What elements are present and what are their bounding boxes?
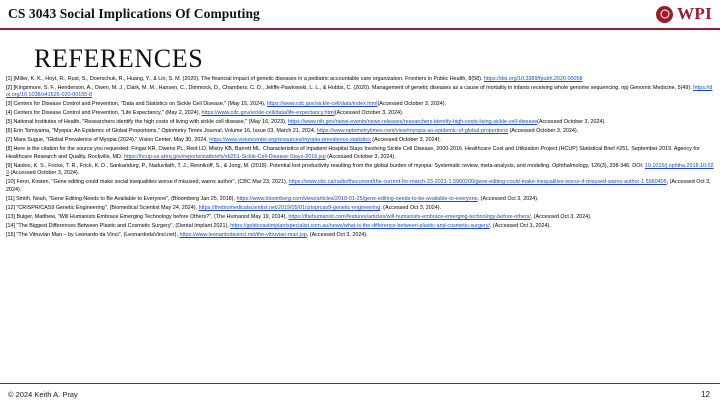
reference-text: [8] Here is the citation for the source you requested: Fingar KR, Owens PL, Reid LD, Mistry KB, Barrett ML. Characteristics of Inpatient Hospital Stays Involving Sickle Cell Disease, 2000-2016. Healthcare Cost and Utilization Project (HCUP) Statistical Brief #251. September 2019. Agency for Healthcare Research and Quality, Rockville, MD. xyxy=(6,146,700,160)
reference-link[interactable]: https://thehumanist.com/features/articles/will-humanists-embrace-emerging-technology-before-others/ xyxy=(288,213,531,220)
reference-text: [14] "The Biggest Differences Between Plastic and Cosmetic Surgery", (Dental Implant 2021), xyxy=(6,222,231,229)
reference-link[interactable]: https://www.cdc.gov/sickle-cell/data/index.html xyxy=(266,101,378,108)
wpi-seal-icon xyxy=(656,6,673,23)
reference-accessed-text: (Accessed October 3, 2024). xyxy=(9,170,80,177)
page-number: 12 xyxy=(701,390,710,399)
reference-accessed-text: (Accessed October 3, 2024). xyxy=(370,137,441,144)
reference-accessed-text: (Accessed October 3, 2024). xyxy=(334,110,404,117)
reference-text: [10] Fenn, Kirsten, "Gene editing could make social inequalities worse if misused, warns author", (CBC Mar 23, 2021), xyxy=(6,179,289,186)
reference-link[interactable]: https://goldcoastimplantspecialist.com.au/news/what-is-the-difference-between-plastic-and-cosmetic-surgery/ xyxy=(230,222,490,229)
page-title: REFERENCES xyxy=(34,44,204,73)
reference-text: [2] [Kingsmore, S. F., Henderson, A., Owen, M. J., Clark, M. M., Hansen, C., Dimmock, D., Chambers, C. D., Jeliffe-Pawlowski, L. L., & Hobbs, C. (2020). Management of genetic diseases as a cause of mortality in infants receiving whole genome sequencing. npj Genomic Medicine, 5(49). xyxy=(6,85,694,91)
reference-entry xyxy=(6,76,714,83)
wpi-logo-text: WPI xyxy=(677,4,712,23)
reference-link[interactable]: https://doi.org/10.3389/fpubh.2020.00058 xyxy=(483,76,583,82)
reference-link[interactable]: 10.1016/j.ophtha.2018.10.029 xyxy=(6,162,714,177)
reference-text: [6] Erin Tomiyama, "Myopia: An Epidemic of Global Proportions," Optometry Times Journal, Volume 16, Issue 03, March 21, 2024, xyxy=(6,128,317,135)
reference-text: [12] "CRISPR/CAS9 Genetic Engineering", (Biomedical Scientist May 24, 2024), xyxy=(6,204,199,211)
reference-link[interactable]: https://www.cbc.ca/radio/thecurrent/the-current-for-march-23-2021-1.5960200/gene-editing-could-make-inequalities-worse-if-misused-warns-author-1.5960405 xyxy=(288,179,667,186)
reference-link[interactable]: https://hcup-us.ahrq.gov/reports/statbriefs/sb251-Sickle-Cell-Disease-Stays-2016.jsp xyxy=(123,153,326,160)
reference-text: [13] Bulger, Matthew, "Will Humanists Embrace Emerging Technology before Others?", (The Humanist May 19, 2014), xyxy=(6,213,289,220)
reference-entry xyxy=(6,196,714,203)
reference-accessed-text: , (Accessed Oct 3, 2024). xyxy=(489,222,551,229)
reference-accessed-text: , (Accessed Oct 3, 2024). xyxy=(306,231,368,238)
reference-link[interactable]: https://doi.org/10.1038/s41525-020-00155-8 xyxy=(6,85,713,99)
reference-text: [15] "The Vitruvian Man – by Leonardo da Vinci", (LeonardodaVinci.net), xyxy=(6,231,180,238)
reference-text: [3] Centers for Disease Control and Prevention, "Data and Statistics on Sickle Cell Disease," (May 15, 2024), xyxy=(6,101,267,108)
slide-footer xyxy=(0,383,720,405)
reference-link[interactable]: https://www.optometrytimes.com/view/myopia-an-epidemic-of-global-proportions xyxy=(316,128,508,135)
reference-accessed-text: (Accessed October 3, 2024). xyxy=(508,128,579,135)
reference-accessed-text: , (Accessed Oct 3, 2024). xyxy=(380,204,442,211)
reference-accessed-text: (Accessed October 3, 2024). xyxy=(377,101,447,108)
reference-entry xyxy=(6,85,714,100)
reference-accessed-text: (Accessed October 3, 2024). xyxy=(325,153,396,160)
reference-link[interactable]: https://www.cdc.gov/sickle-cell/data/life-expectancy.html xyxy=(201,110,335,117)
reference-accessed-text: (Accessed October 3, 2024). xyxy=(537,119,606,126)
reference-link[interactable]: https://thebiomedicalscientist.net/2019/05/01/crisprcas9-genetic-engineering xyxy=(198,204,381,211)
reference-entry xyxy=(6,119,714,126)
reference-entry xyxy=(6,163,714,178)
course-title: CS 3043 Social Implications Of Computing xyxy=(8,6,260,21)
reference-text: [9] Naidoo, K. S., Fricke, T. R., Frick, K. D., Sankaridurg, P., Naduvilath, T. J., Resnikoff, S., & Jong, M. (2018). Potential lost productivity resulting from the global burden of myopia: Systematic review, meta-analysis, and modeling. Ophthalmology, 126(3), 338-346. DOI: xyxy=(6,162,645,169)
reference-entry xyxy=(6,101,714,108)
reference-text: [4] Centers for Disease Control and Prevention, "Life Expectancy," (May 2, 2024), xyxy=(6,110,202,117)
reference-text: [1] [Miller, K. K., Hoyt, R., Rust, S., Doerschuk, R., Huang, Y., & Lin, S. M. (2020). The financial impact of genetic diseases in a pediatric accountable care organization. Frontiers in Public Health, 8(58). xyxy=(6,76,484,82)
reference-accessed-text: , (Accessed Oct 3, 2024). xyxy=(477,195,539,202)
reference-entry xyxy=(6,223,714,230)
reference-entry xyxy=(6,179,714,194)
reference-entry xyxy=(6,137,714,144)
reference-text: [7] Mara Sugue, "Global Prevalence of Myopia (2024)," Vision Center, May 30, 2024, xyxy=(6,137,210,144)
reference-entry xyxy=(6,232,714,239)
reference-link[interactable]: https://www.leonardodavinci.net/the-vitruvian-man.jsp xyxy=(179,231,307,238)
reference-accessed-text: , (Accessed Oct 3, 2024). xyxy=(6,179,711,193)
reference-entry xyxy=(6,110,714,117)
reference-link[interactable]: https://www.nih.gov/news-events/news-releases/researchers-identify-high-costs-living-sickle-cell-disease xyxy=(287,119,538,126)
reference-entry xyxy=(6,214,714,221)
slide-header xyxy=(0,0,720,30)
reference-entry xyxy=(6,205,714,212)
reference-link[interactable]: https://www.visioncenter.org/resources/myopia-prevalence-statistics xyxy=(209,137,371,144)
reference-text: [5] National Institutes of Health, "Researchers identify the high costs of living with sickle cell disease," (May 16, 2023), xyxy=(6,119,288,126)
reference-link[interactable]: https://www.bloomberg.com/view/articles/2018-01-25/gene-editing-needs-to-be-available-to-everyone xyxy=(236,195,478,202)
references-list xyxy=(6,76,714,381)
reference-text: [11] Smith, Noah, "Gene Editing Needs to Be Available to Everyone", (Bloomberg Jan 25, 2018), xyxy=(6,195,237,202)
reference-entry xyxy=(6,128,714,135)
reference-accessed-text: , (Accessed Oct 3, 2024). xyxy=(530,213,592,220)
copyright-text: © 2024 Keith A. Pray xyxy=(8,390,78,399)
wpi-branding xyxy=(656,4,712,24)
reference-entry xyxy=(6,146,714,161)
